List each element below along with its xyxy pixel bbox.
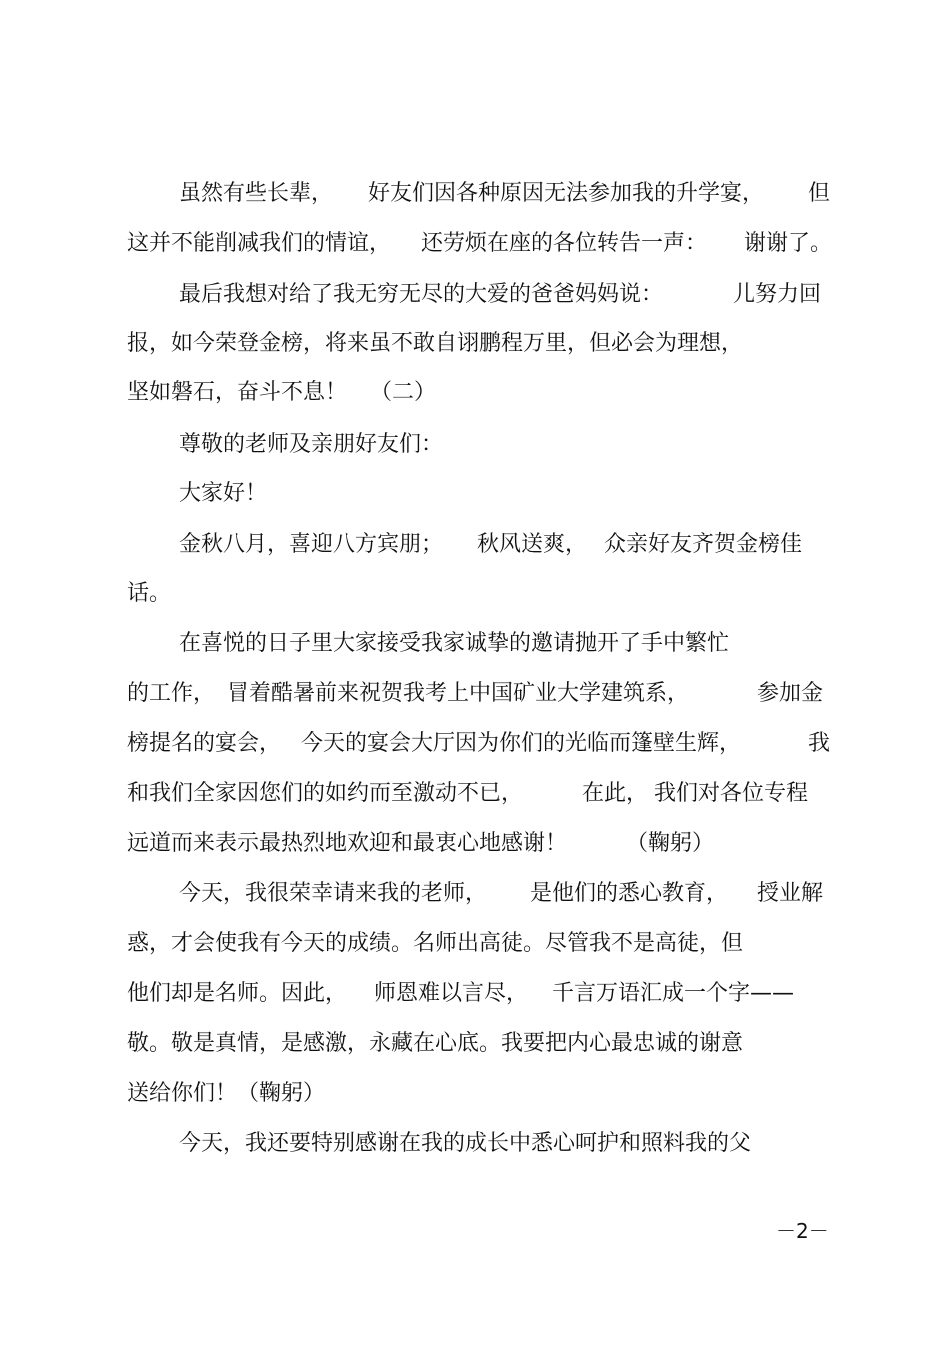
text-segment: 最后我想对给了我无穷无尽的大爱的爸爸妈妈说： (179, 282, 664, 307)
text-segment: 冒着酷暑前来祝贺我考上中国矿业大学建筑系， (227, 681, 690, 706)
text-line (0, 574, 950, 614)
text-line (0, 474, 950, 514)
page-number: －2－ (776, 1219, 829, 1243)
text-segment: 坚如磐石，奋斗不息！ (127, 380, 348, 405)
text-segment: （二） (370, 380, 437, 405)
text-segment: 这并不能削减我们的情谊， (127, 231, 392, 256)
text-segment: 话。 (127, 581, 172, 606)
text-segment: 我 (808, 731, 831, 756)
text-segment: 远道而来表示最热烈地欢迎和最衷心地感谢！ (127, 831, 568, 856)
text-line (0, 1024, 950, 1064)
text-segment: 授业解 (757, 881, 824, 906)
text-segment: 他们却是名师。因此， (127, 981, 348, 1006)
text-segment: 师恩难以言尽， (374, 981, 529, 1006)
text-segment: 尊敬的老师及亲朋好友们： (179, 432, 444, 457)
text-segment: 我们对各位专程 (654, 781, 809, 806)
text-line (0, 824, 950, 864)
text-segment: 儿努力回 (733, 282, 822, 307)
text-segment: 谢谢了。 (744, 231, 833, 256)
text-segment: 报，如今荣登金榜，将来虽不敢自诩鹏程万里，但必会为理想， (127, 331, 744, 356)
text-segment: 在喜悦的日子里大家接受我家诚挚的邀请抛开了手中繁忙 (179, 631, 730, 656)
text-line (0, 674, 950, 714)
text-segment: 大家好！ (179, 481, 268, 506)
text-line (0, 275, 950, 315)
text-segment: 敬。敬是真情，是感激，永藏在心底。我要把内心最忠诚的谢意 (127, 1031, 744, 1056)
text-line (0, 373, 950, 413)
text-segment: 虽然有些长辈， (179, 181, 334, 206)
text-line (0, 1124, 950, 1164)
text-segment: （鞠躬） (626, 831, 715, 856)
text-line (0, 525, 950, 565)
text-line (0, 874, 950, 914)
text-line (0, 924, 950, 964)
text-line (0, 774, 950, 814)
text-segment: 好友们因各种原因无法参加我的升学宴， (368, 181, 765, 206)
text-line (0, 425, 950, 465)
text-segment: 千言万语汇成一个字—— (552, 981, 795, 1006)
text-segment: 榜提名的宴会， (127, 731, 282, 756)
text-segment: 金秋八月，喜迎八方宾朋； (179, 532, 444, 557)
text-line (0, 1074, 950, 1114)
text-segment: 今天，我还要特别感谢在我的成长中悉心呵护和照料我的父 (179, 1131, 752, 1156)
text-segment: 秋风送爽， (477, 532, 588, 557)
text-line (0, 224, 950, 264)
text-segment: 是他们的悉心教育， (530, 881, 729, 906)
text-segment: 众亲好友齐贺金榜佳 (604, 532, 803, 557)
text-segment: 参加金 (757, 681, 824, 706)
text-segment: 送给你们！（鞠躬） (127, 1081, 326, 1106)
text-line (0, 324, 950, 364)
text-segment: 今天的宴会大厅因为你们的光临而篷壁生辉， (301, 731, 742, 756)
text-segment: 今天，我很荣幸请来我的老师， (179, 881, 488, 906)
text-segment: 还劳烦在座的各位转告一声： (421, 231, 708, 256)
text-segment: 惑，才会使我有今天的成绩。名师出高徒。尽管我不是高徒，但 (127, 931, 744, 956)
text-line (0, 174, 950, 214)
text-segment: 在此， (582, 781, 649, 806)
text-segment: 但 (808, 181, 831, 206)
text-line (0, 974, 950, 1014)
text-segment: 和我们全家因您们的如约而至激动不已， (127, 781, 524, 806)
text-line (0, 724, 950, 764)
text-line (0, 624, 950, 664)
text-segment: 的工作， (127, 681, 216, 706)
